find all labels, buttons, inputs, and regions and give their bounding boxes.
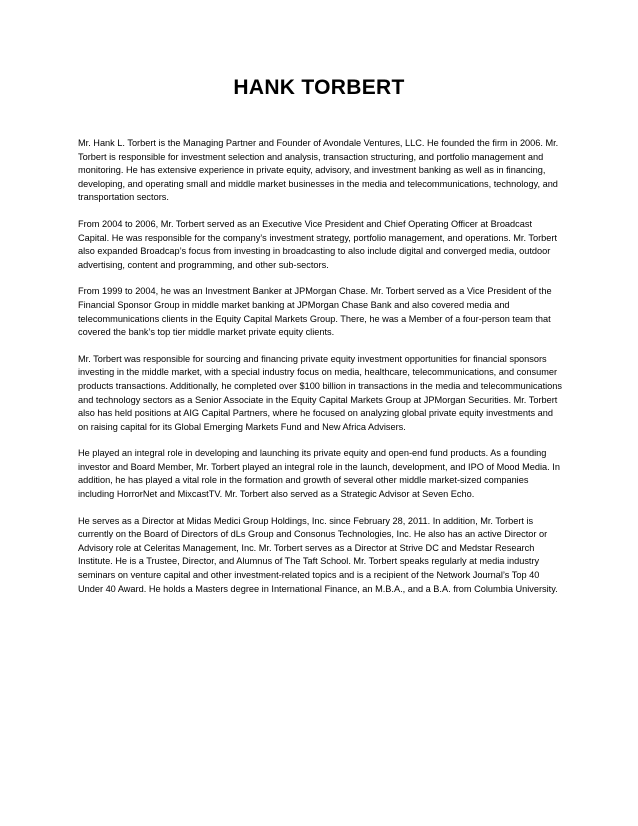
paragraph-directorships: He serves as a Director at Midas Medici Group Holdings, Inc. since February 28, 2011. In addition, Mr. Torbert is currently on the Board of Directors of dLs Group and Consonus Technologies, Inc. He also has an active Director or Advisory role at Celeritas Management, Inc. Mr. Torbert serves as a Director at Strive DC and Medstar Research Institute. He is a Trustee, Director, and Alumnus of The Taft School. Mr. Torbert speaks regularly at media industry seminars on venture capital and other investment-related topics and is a recipient of the Network Journal’s Top 40 Under 40 Award. He holds a Masters degree in International Finance, an M.B.A., and a B.A. from Columbia University. xyxy=(78,515,558,594)
paragraph-intro: Mr. Hank L. Torbert is the Managing Partner and Founder of Avondale Ventures, LLC. He founded the firm in 2006. Mr. Torbert is responsible for investment selection and analysis, transaction structuring, and portfolio management and monitoring. He has extensive experience in private equity, advisory, and investment banking as well as in financing, developing, and operating small and middle market businesses in the media and telecommunications, technology, and transportation sectors. xyxy=(78,138,559,203)
paragraph-fund-products: He played an integral role in developing and launching its private equity and open-end fund products. As a founding investor and Board Member, Mr. Torbert played an integral role in the launch, development, and IPO of Mood Media. In addition, he has played a vital role in the formation and growth of several other middle market-sized companies including HorrorNet and MixcastTV. Mr. Torbert also served as a Strategic Advisor at Seven Echo. xyxy=(78,448,560,500)
paragraph-jpmorgan: From 1999 to 2004, he was an Investment Banker at JPMorgan Chase. Mr. Torbert served as a Vice President of the Financial Sponsor Group in middle market banking at JPMorgan Chase Bank and also covered media and telecommunications clients in the Equity Capital Markets Group. There, he was a Member of a four-person team that covered the bank’s top tier middle market private equity clients. xyxy=(78,286,552,338)
paragraph-private-equity: Mr. Torbert was responsible for sourcing and financing private equity investment opportunities for financial sponsors investing in the middle market, with a special industry focus on media, healthcare, telecommunications, and consumer products transactions. Additionally, he completed over $100 billion in transactions in the media and telecommunications and technology sectors as a Senior Associate in the Equity Capital Markets Group at JPMorgan Securities. Mr. Torbert also has held positions at AIG Capital Partners, where he focused on analyzing global private equity investments and on raising capital for its Global Emerging Markets Fund and New Africa Advisers. xyxy=(78,353,562,432)
document-body xyxy=(78,137,562,609)
paragraph-broadcast-capital: From 2004 to 2006, Mr. Torbert served as an Executive Vice President and Chief Operating Officer at Broadcast Capital. He was responsible for the company’s investment strategy, portfolio management, and operations. Mr. Torbert also expanded Broadcap’s focus from investing in broadcasting to also include digital and converged media, outdoor advertising, content and programming, and other sub-sectors. xyxy=(78,218,558,270)
page-title: HANK TORBERT xyxy=(233,76,405,99)
